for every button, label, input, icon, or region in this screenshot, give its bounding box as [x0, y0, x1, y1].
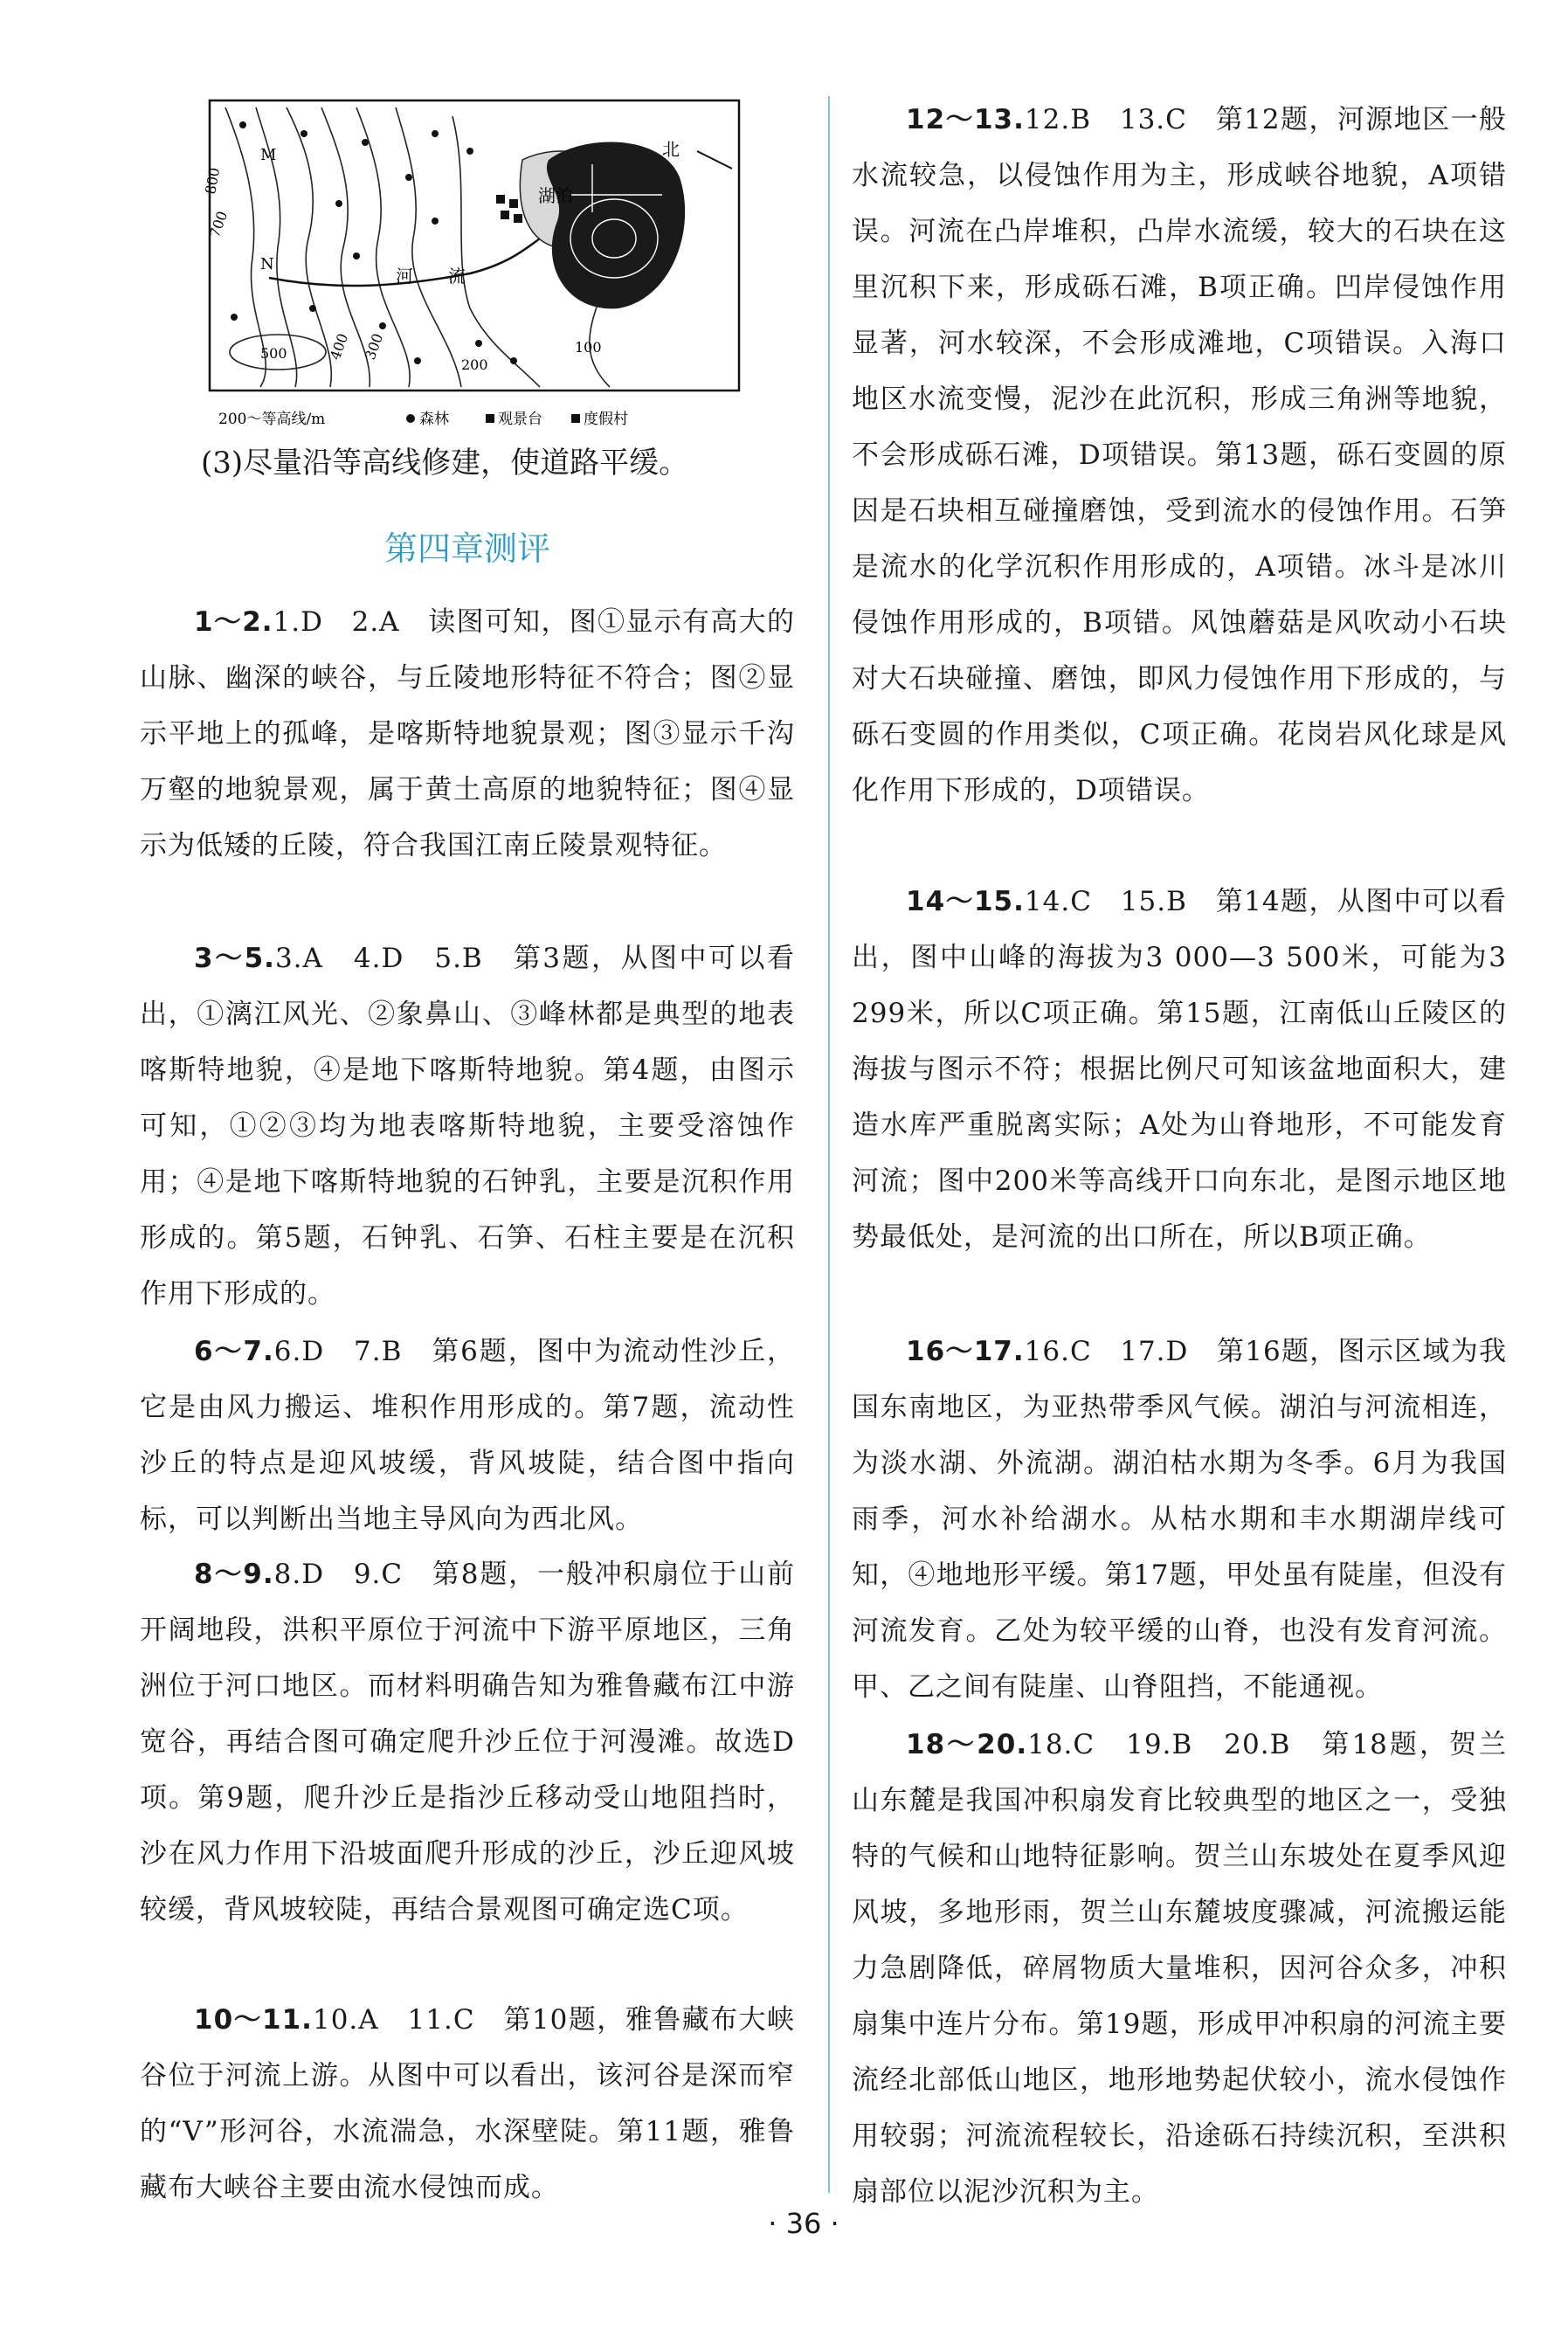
answer-head: 8～9.	[194, 1559, 274, 1590]
answer-caption: (3)尽量沿等高线修建，使道路平缓。	[201, 446, 689, 481]
answer-paragraph	[140, 594, 795, 874]
contour-200	[452, 116, 540, 387]
land-area	[547, 142, 685, 309]
answer-head: 14～15.	[906, 886, 1025, 917]
answer-paragraph	[852, 1717, 1507, 2220]
answer-paragraph	[140, 930, 795, 1322]
answer-paragraph	[852, 874, 1507, 1265]
answer-paragraph	[852, 92, 1507, 819]
answer-text: 6.D 7.B 第6题，图中为流动性沙丘，它是由风力搬运、堆积作用形成的。第7题，流动性沙丘的特点是迎风坡缓，背风坡陡，结合图中指向标，可以判断出当地主导风向为西北风。	[140, 1336, 795, 1535]
answer-text: 8.D 9.C 第8题，一般冲积扇位于山前开阔地段，洪积平原位于河流中下游平原地区，三角洲位于河口地区。而材料明确告知为雅鲁藏布江中游宽谷，再结合图可确定爬升沙丘位于河漫滩。故选D项。第9题，爬升沙丘是指沙丘移动受山地阻挡时，沙在风力作用下沿坡面爬升形成的沙丘，沙丘迎风坡较缓，背风坡较陡，再结合景观图可确定选C项。	[140, 1559, 795, 1926]
chapter-title: 第四章测评	[383, 529, 550, 568]
answer-text: 14.C 15.B 第14题，从图中可以看出，图中山峰的海拔为3 000—3 500米，可能为3 299米，所以C项正确。第15题，江南低山丘陵区的海拔与图示不符；根据比例尺可知该盆地面积大，建造水库严重脱离实际；A处为山脊地形，不可能发育河流；图中200米等高线开口向东北，是图示地区地势最低处，是河流的出口所在，所以B项正确。	[852, 886, 1508, 1253]
resort-symbols	[496, 195, 522, 223]
river-label: 河	[396, 266, 413, 287]
answer-text: 12.B 13.C 第12题，河源地区一般水流较急，以侵蚀作用为主，形成峡谷地貌，A项错误。河流在凸岸堆积，凸岸水流缓，较大的石块在这里沉积下来，形成砾石滩，B项正确。凹岸侵蚀作用显著，河水较深，不会形成滩地，C项错误。入海口地区水流变慢，泥沙在此沉积，形成三角洲等地貌，不会形成砾石滩，D项错误。第13题，砾石变圆的原因是石块相互碰撞磨蚀，受到流水的侵蚀作用。石笋是流水的化学沉积作用形成的，A项错。冰斗是冰川侵蚀作用形成的，B项错。风蚀蘑菇是风吹动小石块对大石块碰撞、磨蚀，即风力侵蚀作用下形成的，与砾石变圆的作用类似，C项正确。花岗岩风化球是风化作用下形成的，D项错误。	[852, 104, 1508, 806]
answer-head: 18～20.	[906, 1729, 1028, 1760]
river-label-2: 流	[448, 266, 466, 287]
answer-paragraph	[852, 1324, 1507, 1715]
legend-forest: 森林	[419, 411, 449, 428]
answer-head: 3～5.	[194, 943, 275, 974]
legend-resort: 度假村	[584, 411, 628, 428]
contour-label-500: 500	[260, 345, 287, 362]
legend-contour: 200～等高线/m	[218, 411, 326, 428]
contour-label-800: 800	[202, 166, 224, 196]
column-divider	[828, 96, 830, 2193]
answer-text: 3.A 4.D 5.B 第3题，从图中可以看出，①漓江风光、②象鼻山、③峰林都是典型的地表喀斯特地貌，④是地下喀斯特地貌。第4题，由图示可知，①②③均为地表喀斯特地貌，主要受溶蚀作用；④是地下喀斯特地貌的石钟乳，主要是沉积作用形成的。第5题，石钟乳、石笋、石柱主要是在沉积作用下形成的。	[140, 943, 795, 1310]
answer-paragraph	[140, 1324, 795, 1547]
viewpoint-icon	[486, 414, 494, 423]
north-label: 北	[662, 139, 680, 160]
contour-600	[287, 107, 331, 387]
forest-icon	[406, 414, 415, 423]
legend-viewpoint: 观景台	[498, 411, 542, 428]
answer-paragraph	[140, 1546, 795, 1938]
page-number: · 36 ·	[768, 2207, 839, 2240]
contour-label-700: 700	[205, 209, 231, 240]
point-n-label: N	[260, 255, 274, 273]
contour-label-100: 100	[575, 339, 602, 356]
contour-300	[396, 107, 461, 387]
contour-label-300: 300	[361, 331, 387, 363]
answer-head: 1～2.	[194, 606, 273, 638]
north-arrow-icon	[697, 151, 732, 169]
answer-head: 6～7.	[194, 1336, 274, 1367]
resort-icon	[571, 414, 580, 423]
answer-head: 16～17.	[906, 1336, 1025, 1367]
contour-label-400: 400	[326, 331, 352, 363]
lake-label: 湖泊	[538, 185, 573, 206]
answer-text: 10.A 11.C 第10题，雅鲁藏布大峡谷位于河流上游。从图中可以看出，该河谷是深而窄的“V”形河谷，水流湍急，水深壁陡。第11题，雅鲁藏布大峡谷主要由流水侵蚀而成。	[140, 2004, 795, 2203]
answer-paragraph	[140, 1992, 795, 2216]
answer-head: 12～13.	[906, 104, 1025, 135]
contour-label-200: 200	[461, 356, 488, 373]
topographic-map	[202, 99, 741, 432]
answer-text: 1.D 2.A 读图可知，图①显示有高大的山脉、幽深的峡谷，与丘陵地形特征不符合；图②显示平地上的孤峰，是喀斯特地貌景观；图③显示千沟万壑的地貌景观，属于黄土高原的地貌特征；图④显示为低矮的丘陵，符合我国江南丘陵景观特征。	[140, 606, 795, 861]
answer-text: 16.C 17.D 第16题，图示区域为我国东南地区，为亚热带季风气候。湖泊与河流相连，为淡水湖、外流湖。湖泊枯水期为冬季。6月为我国雨季，河水补给湖水。从枯水期和丰水期湖岸线可知，④地地形平缓。第17题，甲处虽有陡崖，但没有河流发育。乙处为较平缓的山脊，也没有发育河流。甲、乙之间有陡崖、山脊阻挡，不能通视。	[852, 1336, 1507, 1703]
point-m-label: M	[260, 146, 277, 164]
answer-text: 18.C 19.B 20.B 第18题，贺兰山东麓是我国冲积扇发育比较典型的地区之一，受独特的气候和山地特征影响。贺兰山东坡处在夏季风迎风坡，多地形雨，贺兰山东麓坡度骤减，河流搬运能力急剧降低，碎屑物质大量堆积，因河谷众多，冲积扇集中连片分布。第19题，形成甲冲积扇的河流主要流经北部低山地区，地形地势起伏较小，流水侵蚀作用较弱；河流流程较长，沿途砾石持续沉积，至洪积扇部位以泥沙沉积为主。	[852, 1729, 1507, 2208]
answer-head: 10～11.	[194, 2004, 313, 2036]
